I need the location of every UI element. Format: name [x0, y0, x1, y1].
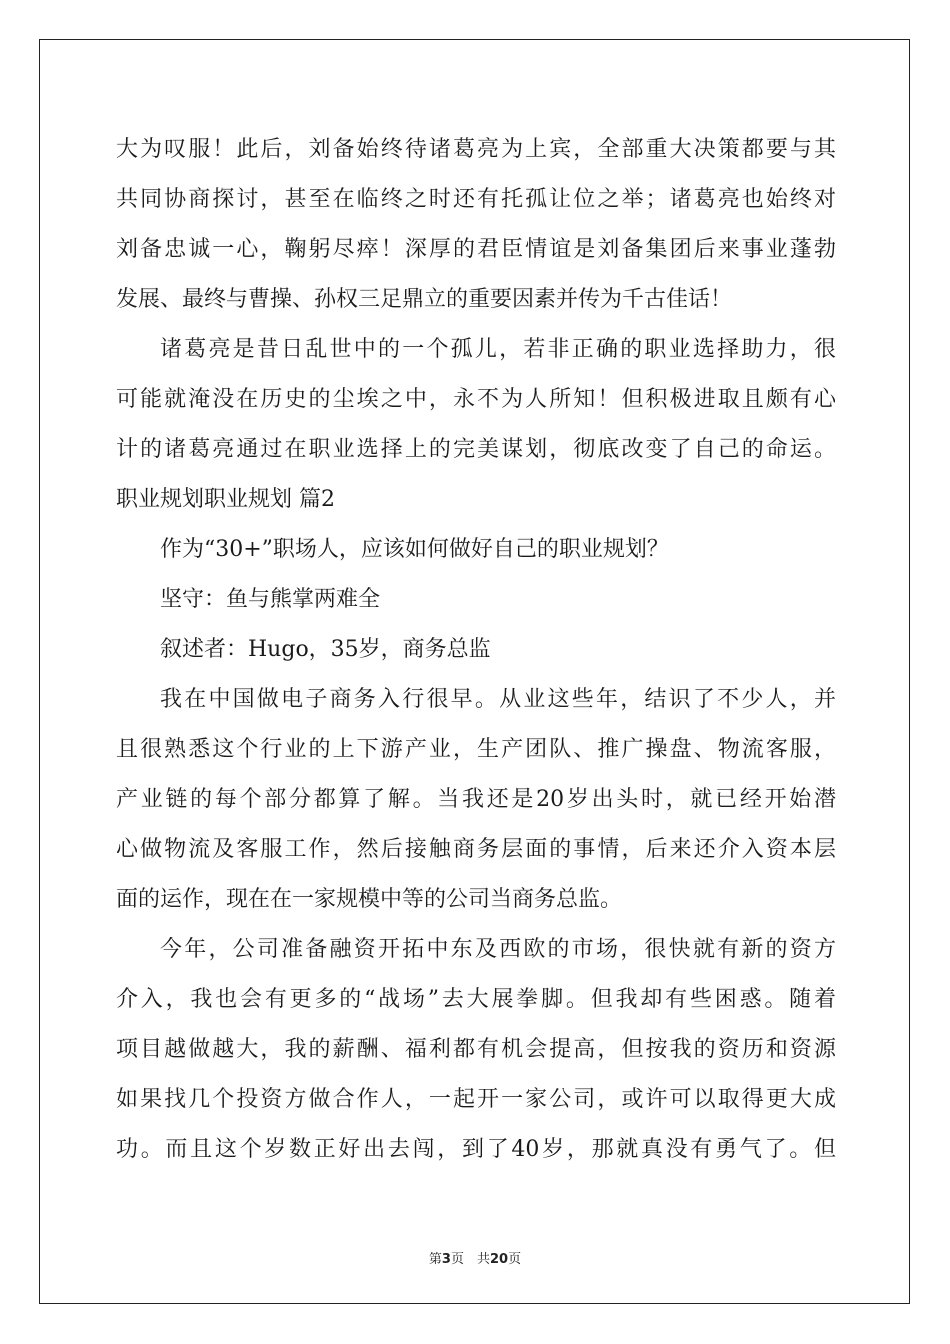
text-line: 叙述者：Hugo，35岁，商务总监	[160, 637, 491, 662]
text-line: 如果找几个投资方做合作人，一起开一家公司，或许可以取得更大成	[116, 1087, 836, 1112]
text-line: 作为“30+”职场人，应该如何做好自己的职业规划？	[160, 537, 669, 562]
text-line: 共同协商探讨，甚至在临终之时还有托孤让位之举；诸葛亮也始终对	[116, 187, 836, 212]
footer-suffix: 页	[508, 1252, 522, 1267]
text-line: 大为叹服！此后，刘备始终待诸葛亮为上宾，全部重大决策都要与其	[116, 137, 836, 162]
text-line: 刘备忠诚一心，鞠躬尽瘁！深厚的君臣情谊是刘备集团后来事业蓬勃	[116, 237, 836, 262]
text-line: 我在中国做电子商务入行很早。从业这些年，结识了不少人，并	[160, 687, 836, 712]
section-heading: 职业规划职业规划 篇2	[116, 487, 335, 512]
footer-prefix: 第	[428, 1252, 442, 1267]
text-line: 今年，公司准备融资开拓中东及西欧的市场，很快就有新的资方	[160, 937, 836, 962]
text-line: 功。而且这个岁数正好出去闯，到了40岁，那就真没有勇气了。但	[116, 1137, 836, 1162]
text-line: 且很熟悉这个行业的上下游产业，生产团队、推广操盘、物流客服，	[116, 737, 836, 762]
text-line: 计的诸葛亮通过在职业选择上的完美谋划，彻底改变了自己的命运。	[116, 437, 836, 462]
text-line: 产业链的每个部分都算了解。当我还是20岁出头时，就已经开始潜	[116, 787, 836, 812]
text-line: 项目越做越大，我的薪酬、福利都有机会提高，但按我的资历和资源	[116, 1037, 836, 1062]
page-number: 3	[441, 1252, 451, 1267]
text-line: 可能就淹没在历史的尘埃之中，永不为人所知！但积极进取且颇有心	[116, 387, 836, 412]
footer-mid: 页 共	[450, 1252, 490, 1267]
text-line: 介入，我也会有更多的“战场”去大展拳脚。但我却有些困惑。随着	[116, 987, 836, 1012]
text-line: 面的运作，现在在一家规模中等的公司当商务总监。	[116, 887, 623, 912]
text-line: 坚守：鱼与熊掌两难全	[160, 587, 381, 612]
text-line: 心做物流及客服工作，然后接触商务层面的事情，后来还介入资本层	[116, 837, 836, 862]
page-total: 20	[489, 1252, 509, 1267]
text-line: 诸葛亮是昔日乱世中的一个孤儿，若非正确的职业选择助力，很	[160, 337, 836, 362]
page-footer	[0, 1248, 950, 1267]
text-line: 发展、最终与曹操、孙权三足鼎立的重要因素并传为千古佳话！	[116, 287, 733, 312]
